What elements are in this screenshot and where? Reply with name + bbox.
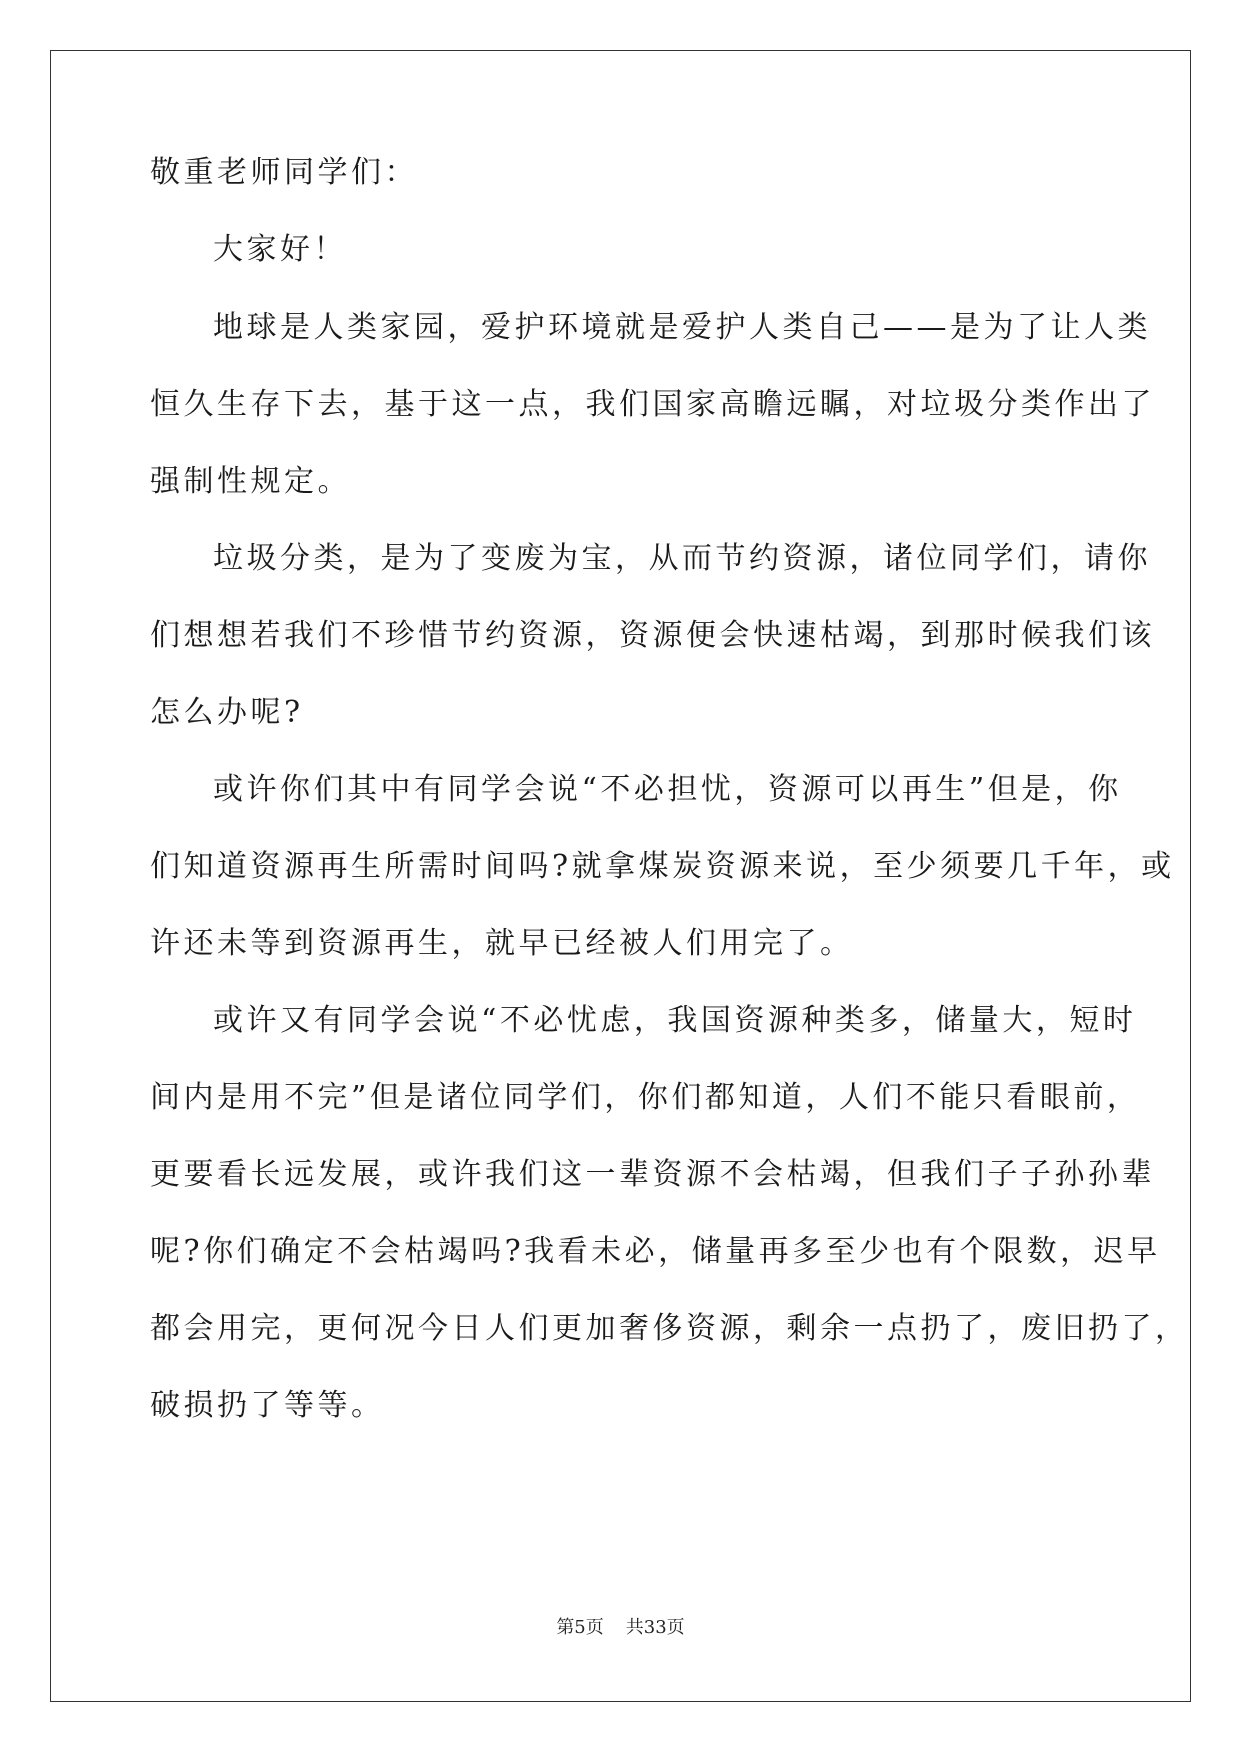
greeting-line: 大家好！ [213, 232, 347, 267]
paragraph-line: 垃圾分类，是为了变废为宝，从而节约资源，诸位同学们，请你 [213, 541, 1151, 576]
page-number: 第5页 [556, 1617, 604, 1638]
paragraph-line: 或许又有同学会说“不必忧虑，我国资源种类多，储量大，短时 [213, 1003, 1137, 1038]
paragraph-line: 们知道资源再生所需时间吗?就拿煤炭资源来说，至少须要几千年，或 [150, 849, 1175, 884]
paragraph-line: 间内是用不完”但是诸位同学们，你们都知道，人们不能只看眼前， [150, 1080, 1141, 1115]
paragraph-line: 或许你们其中有同学会说“不必担忧，资源可以再生”但是，你 [213, 772, 1122, 807]
total-pages: 共33页 [625, 1617, 685, 1638]
paragraph-line: 更要看长远发展，或许我们这一辈资源不会枯竭，但我们子子孙孙辈 [150, 1157, 1155, 1192]
paragraph-line: 强制性规定。 [150, 464, 351, 499]
paragraph-line: 都会用完，更何况今日人们更加奢侈资源，剩余一点扔了，废旧扔了， [150, 1311, 1189, 1346]
page-footer [0, 1616, 1241, 1640]
salutation-line: 敬重老师同学们： [150, 155, 418, 190]
paragraph-line: 地球是人类家园，爱护环境就是爱护人类自己——是为了让人类 [213, 310, 1151, 345]
paragraph-line: 们想想若我们不珍惜节约资源，资源便会快速枯竭，到那时候我们该 [150, 618, 1155, 653]
paragraph-line: 呢?你们确定不会枯竭吗?我看未必，储量再多至少也有个限数，迟早 [150, 1234, 1161, 1269]
paragraph-line: 怎么办呢? [150, 695, 304, 730]
paragraph-line: 许还未等到资源再生，就早已经被人们用完了。 [150, 926, 854, 961]
paragraph-line: 恒久生存下去，基于这一点，我们国家高瞻远瞩，对垃圾分类作出了 [150, 387, 1155, 422]
paragraph-line: 破损扔了等等。 [150, 1388, 385, 1423]
